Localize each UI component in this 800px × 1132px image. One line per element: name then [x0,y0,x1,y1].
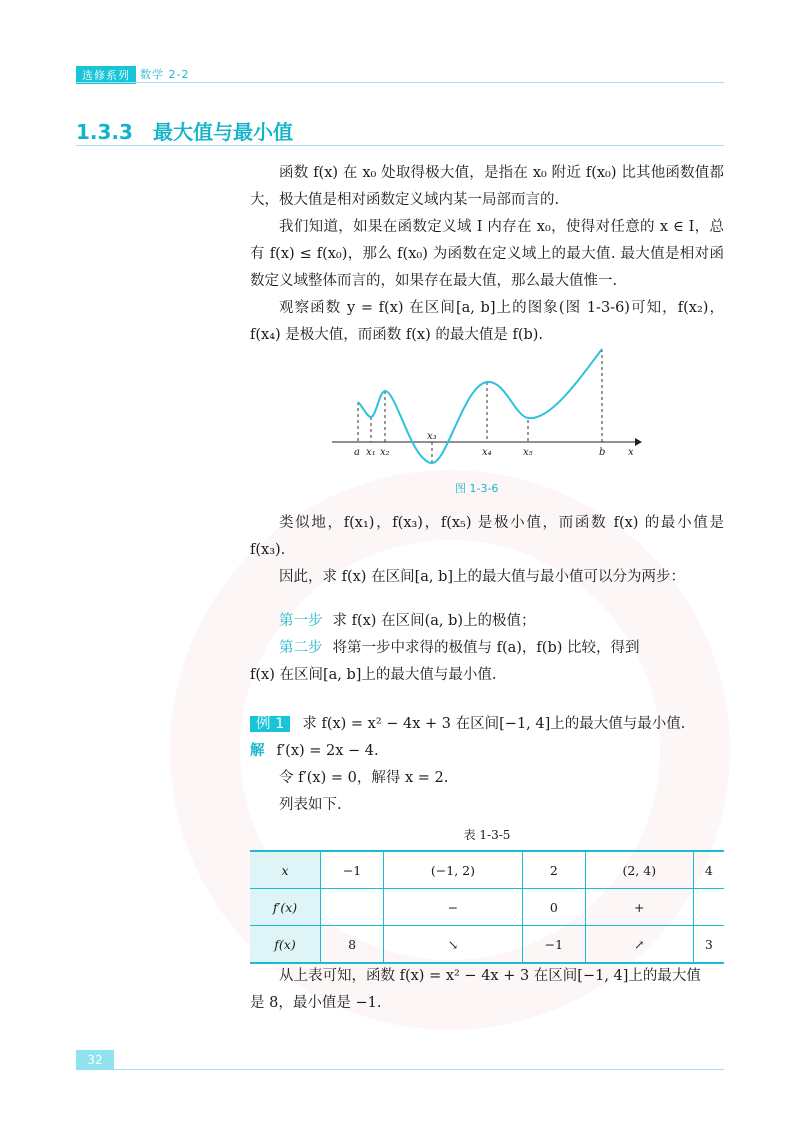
step-1 [250,608,724,635]
example-1 [250,711,724,738]
step-2-text: 将第一步中求得的极值与 f(a)，f(b) 比较，得到 [332,640,640,656]
label-x1: x₁ [366,447,376,458]
solution-derivative: f′(x) = 2x − 4. [276,743,379,759]
step-2-continued: f(x) 在区间[a, b]上的最大值与最小值. [250,667,497,683]
table-cell: f′(x) [250,889,321,926]
table-row [250,889,724,926]
label-b: b [599,447,606,458]
paragraph-1: 函数 f(x) 在 x₀ 处取得极大值，是指在 x₀ 附近 f(x₀) 比其他函数值都大，极大值是相对函数定义域内某一局部而言的. [250,165,724,208]
table-cell: −1 [522,926,585,964]
section-rule [76,145,724,146]
table-cell: (−1, 2) [384,851,523,889]
conclusion-line-1: 从上表可知，函数 f(x) = x² − 4x + 3 在区间[−1, 4]上的最大值 [279,968,701,984]
x-axis-arrow [635,438,642,446]
paragraph-5: 因此，求 f(x) 在区间[a, b]上的最大值与最小值可以分为两步： [279,569,686,585]
table-cell: 4 [693,851,724,889]
table-cell: − [384,889,523,926]
step-1-label: 第一步 [279,613,323,629]
solution-label: 解 [250,743,265,759]
table-cell: ↗ [585,926,693,964]
label-x4: x₄ [482,447,492,458]
table-cell: + [585,889,693,926]
section-title [76,116,313,145]
label-x3: x₃ [427,431,437,442]
solution-line-1 [250,738,724,765]
table-cell: 3 [693,926,724,964]
paragraph-4: 类似地，f(x₁)，f(x₃)，f(x₅) 是极小值，而函数 f(x) 的最小值是 f(x₃). [250,515,724,558]
example-tag: 例 1 [250,716,290,732]
table-cell: f(x) [250,926,321,964]
step-1-text: 求 f(x) 在区间(a, b)上的极值； [332,613,536,629]
header-subtitle: 数学 2-2 [140,68,190,81]
header-tag: 选修系列 [76,66,136,84]
conclusion-line-2: 是 8，最小值是 −1. [250,995,382,1011]
paragraph-2: 我们知道，如果在函数定义域 I 内存在 x₀，使得对任意的 x ∈ I，总有 f(x) ≤ f(x₀)，那么 f(x₀) 为函数在定义域上的最大值. 最大值是相对函数定义域整体而言的，如果存在最大值，那么最大值惟一. [250,219,724,289]
function-graph [330,345,650,470]
table-cell: −1 [321,851,384,889]
function-curve [358,349,602,463]
example-text: 求 f(x) = x² − 4x + 3 在区间[−1, 4]上的最大值与最小值. [302,716,686,732]
header-rule [76,82,724,83]
step-2-label: 第二步 [279,640,323,656]
label-x: x [628,447,634,458]
table-cell: 8 [321,926,384,964]
table-row [250,851,724,889]
figure-caption: 图 1-3-6 [455,482,499,495]
footer-rule [114,1069,724,1070]
label-x5: x₅ [523,447,533,458]
table-cell: ↘ [384,926,523,964]
label-x2: x₂ [380,447,390,458]
solution-line-3: 列表如下. [279,797,342,813]
table-cell: x [250,851,321,889]
table-cell: (2, 4) [585,851,693,889]
table-caption: 表 1-3-5 [463,828,511,842]
table-cell: 2 [522,851,585,889]
variation-table [250,850,724,964]
table-cell [693,889,724,926]
table-row [250,926,724,964]
label-a: a [354,447,360,458]
step-2 [250,635,724,662]
solution-line-2: 令 f′(x) = 0，解得 x = 2. [279,770,449,786]
paragraph-3: 观察函数 y = f(x) 在区间[a, b]上的图象(图 1-3-6)可知，f(x₂)，f(x₄) 是极大值，而函数 f(x) 的最大值是 f(b). [250,300,724,343]
section-number: 1.3.3 [76,120,133,144]
table-cell [321,889,384,926]
table-cell: 0 [522,889,585,926]
section-name: 最大值与最小值 [152,120,293,144]
page-number: 32 [76,1050,114,1070]
